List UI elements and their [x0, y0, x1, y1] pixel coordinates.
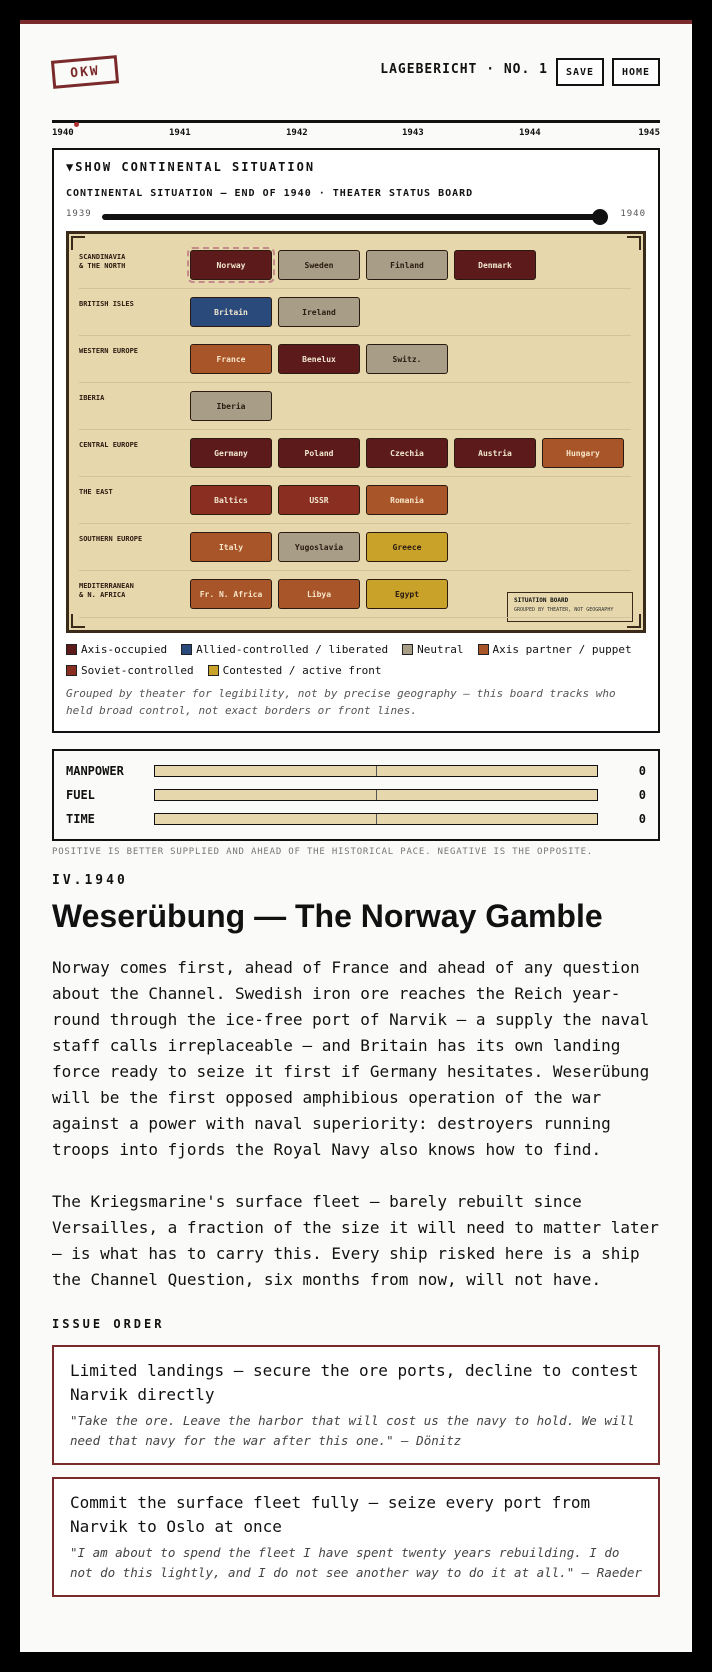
- legend-item: [66, 664, 194, 677]
- theater-row: [79, 524, 631, 571]
- resource-row-manpower: [66, 759, 646, 783]
- page: [20, 20, 692, 1652]
- resource-bar-midline: [376, 814, 377, 824]
- save-button[interactable]: SAVE: [556, 58, 604, 86]
- legend-swatch: [208, 665, 219, 676]
- country-tile-poland[interactable]: Poland: [278, 438, 360, 468]
- year-slider[interactable]: [66, 205, 646, 227]
- theater-label: BRITISH ISLES: [79, 300, 134, 308]
- resource-value: 0: [638, 812, 646, 826]
- country-tile-finland[interactable]: Finland: [366, 250, 448, 280]
- resource-label: MANPOWER: [66, 764, 124, 778]
- legend: [66, 643, 646, 677]
- issue-order-heading: ISSUE ORDER: [52, 1317, 165, 1331]
- country-tile-romania[interactable]: Romania: [366, 485, 448, 515]
- country-tile-sweden[interactable]: Sweden: [278, 250, 360, 280]
- country-tile-benelux[interactable]: Benelux: [278, 344, 360, 374]
- slider-min-label: 1939: [66, 209, 92, 219]
- board-note: Grouped by theater for legibility, not by precise geography — this board tracks who held broad control, not exact borders or front lines.: [66, 687, 616, 717]
- order-quote: "Take the ore. Leave the harbor that will cost us the navy to hold. We will need that navy for the war after this one." — Dönitz: [70, 1413, 635, 1448]
- legend-item: [478, 643, 632, 656]
- order-title: Commit the surface fleet fully — seize every port from Narvik to Oslo at once: [70, 1493, 591, 1536]
- resource-bar: [154, 765, 598, 777]
- order-option-limited-landings[interactable]: [52, 1345, 660, 1465]
- theater-label: MEDITERRANEAN & N. AFRICA: [79, 582, 134, 599]
- legend-label: Neutral: [417, 643, 464, 656]
- slider-max-label: 1940: [620, 209, 646, 219]
- resource-bar-midline: [376, 790, 377, 800]
- legend-label: Allied-controlled / liberated: [196, 643, 389, 656]
- order-title: Limited landings — secure the ore ports, decline to contest Narvik directly: [70, 1361, 639, 1404]
- theater-row: [79, 336, 631, 383]
- country-tile-norway[interactable]: Norway: [190, 250, 272, 280]
- timeline-year: 1942: [286, 128, 308, 138]
- country-tile-hungary[interactable]: Hungary: [542, 438, 624, 468]
- order-option-commit-fleet[interactable]: [52, 1477, 660, 1597]
- timeline-current-marker: [74, 122, 79, 127]
- timeline-year: 1944: [519, 128, 541, 138]
- theater-label: CENTRAL EUROPE: [79, 441, 139, 449]
- country-tile-fr-n-africa[interactable]: Fr. N. Africa: [190, 579, 272, 609]
- country-tile-greece[interactable]: Greece: [366, 532, 448, 562]
- country-tile-libya[interactable]: Libya: [278, 579, 360, 609]
- legend-label: Axis-occupied: [81, 643, 168, 656]
- okw-stamp-logo: OKW: [51, 55, 119, 89]
- order-quote: "I am about to spend the fleet I have spent twenty years rebuilding. I do not do this lightly, and I do not see another way to do it at all." — Raeder: [70, 1545, 642, 1580]
- country-tile-austria[interactable]: Austria: [454, 438, 536, 468]
- legend-swatch: [181, 644, 192, 655]
- legend-item: [402, 643, 463, 656]
- timeline-line: [52, 120, 660, 123]
- country-tile-egypt[interactable]: Egypt: [366, 579, 448, 609]
- legend-swatch: [402, 644, 413, 655]
- country-tile-yugoslavia[interactable]: Yugoslavia: [278, 532, 360, 562]
- resource-bar-midline: [376, 766, 377, 776]
- situation-board-title: SITUATION BOARD: [514, 597, 569, 604]
- resource-value: 0: [638, 788, 646, 802]
- resource-row-time: [66, 807, 646, 831]
- country-tile-switz[interactable]: Switz.: [366, 344, 448, 374]
- theater-status-board: [66, 231, 646, 633]
- theater-label: THE EAST: [79, 488, 113, 496]
- resources-panel: [52, 749, 660, 841]
- country-tile-denmark[interactable]: Denmark: [454, 250, 536, 280]
- header: [52, 24, 660, 120]
- legend-item: [181, 643, 388, 656]
- theater-row: [79, 430, 631, 477]
- legend-label: Soviet-controlled: [81, 664, 194, 677]
- resource-label: FUEL: [66, 788, 95, 802]
- year-timeline: [52, 120, 660, 148]
- theater-label: SCANDINAVIA & THE NORTH: [79, 253, 126, 270]
- story-paragraph: The Kriegsmarine's surface fleet — barely rebuilt since Versailles, a fraction of the size it will need to matter later — is what has to carry this. Every ship risked here is a ship the Channel Question, six months from now, will not have.: [52, 1192, 659, 1289]
- theater-row: [79, 571, 631, 618]
- country-tile-britain[interactable]: Britain: [190, 297, 272, 327]
- resource-value: 0: [638, 764, 646, 778]
- resources-note: POSITIVE IS BETTER SUPPLIED AND AHEAD OF THE HISTORICAL PACE. NEGATIVE IS THE OPPOSITE.: [52, 847, 594, 857]
- situation-board-subtitle: GROUPED BY THEATER, NOT GEOGRAPHY: [514, 607, 614, 613]
- timeline-year: 1941: [169, 128, 191, 138]
- continental-situation-panel: [52, 148, 660, 733]
- legend-swatch: [66, 644, 77, 655]
- country-tile-baltics[interactable]: Baltics: [190, 485, 272, 515]
- theater-row: [79, 383, 631, 430]
- country-tile-italy[interactable]: Italy: [190, 532, 272, 562]
- resource-label: TIME: [66, 812, 95, 826]
- show-situation-toggle[interactable]: ▼SHOW CONTINENTAL SITUATION: [66, 160, 316, 174]
- report-number: LAGEBERICHT · NO. 1: [380, 62, 548, 77]
- timeline-year: 1945: [638, 128, 660, 138]
- timeline-year: 1940: [52, 128, 74, 138]
- legend-label: Axis partner / puppet: [492, 643, 632, 656]
- legend-item: [208, 664, 382, 677]
- resource-bar: [154, 789, 598, 801]
- theater-row: [79, 477, 631, 524]
- date-kicker: IV.1940: [52, 873, 128, 888]
- country-tile-iberia[interactable]: Iberia: [190, 391, 272, 421]
- theater-label: WESTERN EUROPE: [79, 347, 139, 355]
- timeline-year: 1943: [402, 128, 424, 138]
- legend-label: Contested / active front: [222, 664, 382, 677]
- country-tile-ussr[interactable]: USSR: [278, 485, 360, 515]
- resource-row-fuel: [66, 783, 646, 807]
- home-button[interactable]: HOME: [612, 58, 660, 86]
- theater-row: [79, 289, 631, 336]
- resource-bar: [154, 813, 598, 825]
- country-tile-france[interactable]: France: [190, 344, 272, 374]
- country-tile-ireland[interactable]: Ireland: [278, 297, 360, 327]
- theater-row: [79, 242, 631, 289]
- slider-handle[interactable]: [592, 209, 608, 225]
- slider-track[interactable]: [102, 214, 602, 220]
- country-tile-czechia[interactable]: Czechia: [366, 438, 448, 468]
- legend-item: [66, 643, 167, 656]
- theater-label: SOUTHERN EUROPE: [79, 535, 143, 543]
- country-tile-germany[interactable]: Germany: [190, 438, 272, 468]
- legend-swatch: [478, 644, 489, 655]
- story-paragraph: Norway comes first, ahead of France and ahead of any question about the Channel. Swedish iron ore reaches the Reich year-round through the ice-free port of Narvik — a supply the naval staff calls irreplaceable — and Britain has its own landing force ready to seize it first if Germany hesitates. Weserübung will be the first opposed amphibious operation of the war against a power with naval superiority: destroyers running troops into fjords the Royal Navy also knows how to find.: [52, 958, 650, 1159]
- theater-label: IBERIA: [79, 394, 105, 402]
- board-title: CONTINENTAL SITUATION — END OF 1940 · THEATER STATUS BOARD: [66, 188, 474, 199]
- legend-swatch: [66, 665, 77, 676]
- event-headline: Weserübung — The Norway Gamble: [52, 898, 603, 934]
